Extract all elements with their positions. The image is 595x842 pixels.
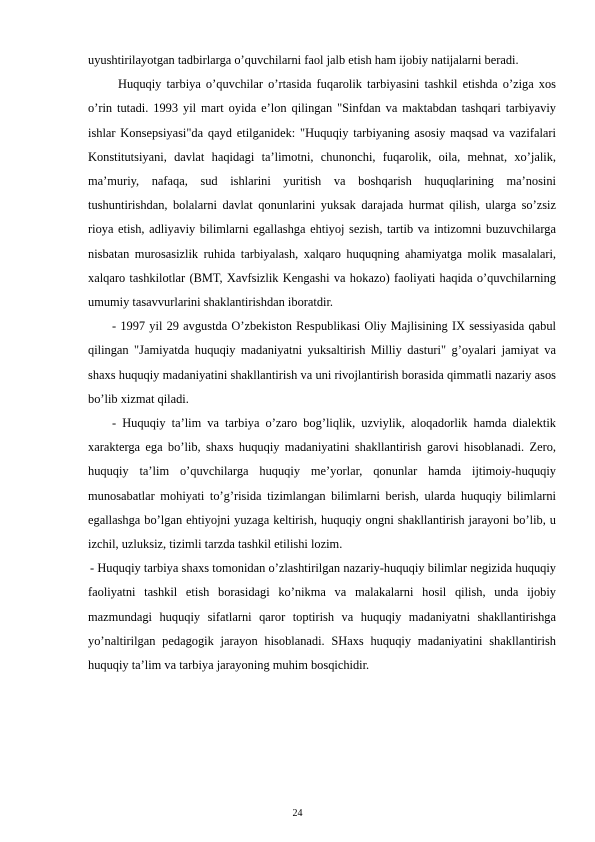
paragraph-legal-education: Huquqiy tarbiya o’quvchilar o’rtasida fuqarolik tarbiyasini tashkil etishda o’ziga xos o’rin tutadi. 1993 yil mart oyida e’lon qilingan "Sinfdan va maktabdan tashqari tarbiyaviy ishlar Konsepsiyasi"da qayd etilganidek: "Huquqiy tarbiyaning asosiy maqsad va vazifalari Konstitutsiyani, davlat haqidagi ta’limotni, chunonchi, fuqarolik, oila, mehnat, xo’jalik, ma’muriy, nafaqa, sud ishlarini yuritish va boshqarish huquqlarining ma’nosini tushuntirishdan, bolalarni davlat qonunlarini yuksak darajada hurmat qilish, ularga so’zsiz rioya etish, adliyaviy bilimlarni egallashga ehtiyoj sezish, tartib va intizomni buzuvchilarga nisbatan murosasizlik ruhida tarbiyalash, xalqaro huquqning ahamiyatga molik masalalari, xalqaro tashkilotlar (BMT, Xavfsizlik Kengashi va hokazo) faoliyati haqida o’quvchilarning umumiy tasavvurlarini shaklantirishdan iboratdir. (88, 77, 556, 310)
paragraph-legal-training: - Huquqiy ta’lim va tarbiya o’zaro bog’liqlik, uzviylik, aloqadorlik hamda dialektik xarakterga ega bo’lib, shaxs huquqiy madaniyatini shakllantirish garovi hisoblanadi. Zero, huquqiy ta’lim o’quvchilarga huquqiy me’yorlar, qonunlar hamda ijtimoiy-huquqiy munosabatlar mohiyati to’g’risida tizimlangan bilimlarni berish, ularda huquqiy bilimlarni egallashga bo’lgan ehtiyojni yuzaga keltirish, huquqiy ongni shakllantirish jarayoni bo’lib, u izchil, uzluksiz, tizimli tarzda tashkil etilishi lozim. (88, 416, 556, 552)
paragraph-national-program: - 1997 yil 29 avgustda O’zbekiston Respublikasi Oliy Majlisining IX sessiyasida qabul qilingan "Jamiyatda huquqiy madaniyatni yuksaltirish Milliy dasturi" g’oyalari jamiyat va shaxs huquqiy madaniyatini shakllantirish va uni rivojlantirish borasida qimmatli nazariy asos bo’lib xizmat qiladi. (88, 319, 556, 406)
paragraph-legal-upbringing: - Huquqiy tarbiya shaxs tomonidan o’zlashtirilgan nazariy-huquqiy bilimlar negizida huquqiy faoliyatni tashkil etish borasidagi ko’nikma va malakalarni hosil qilish, unda ijobiy mazmundagi huquqiy sifatlarni qaror toptirish va huquqiy madaniyatni shakllantirishga yo’naltirilgan pedagogik jarayon hisoblanadi. SHaxs huquqiy madaniyatini shakllantirish huquqiy ta’lim va tarbiya jarayoning muhim bosqichidir. (88, 561, 556, 673)
page-number: 24 (292, 808, 303, 819)
paragraph-continuation: uyushtirilayotgan tadbirlarga o’quvchilarni faol jalb etish ham ijobiy natijalarni beradi. (88, 53, 519, 67)
document-page (88, 48, 556, 677)
